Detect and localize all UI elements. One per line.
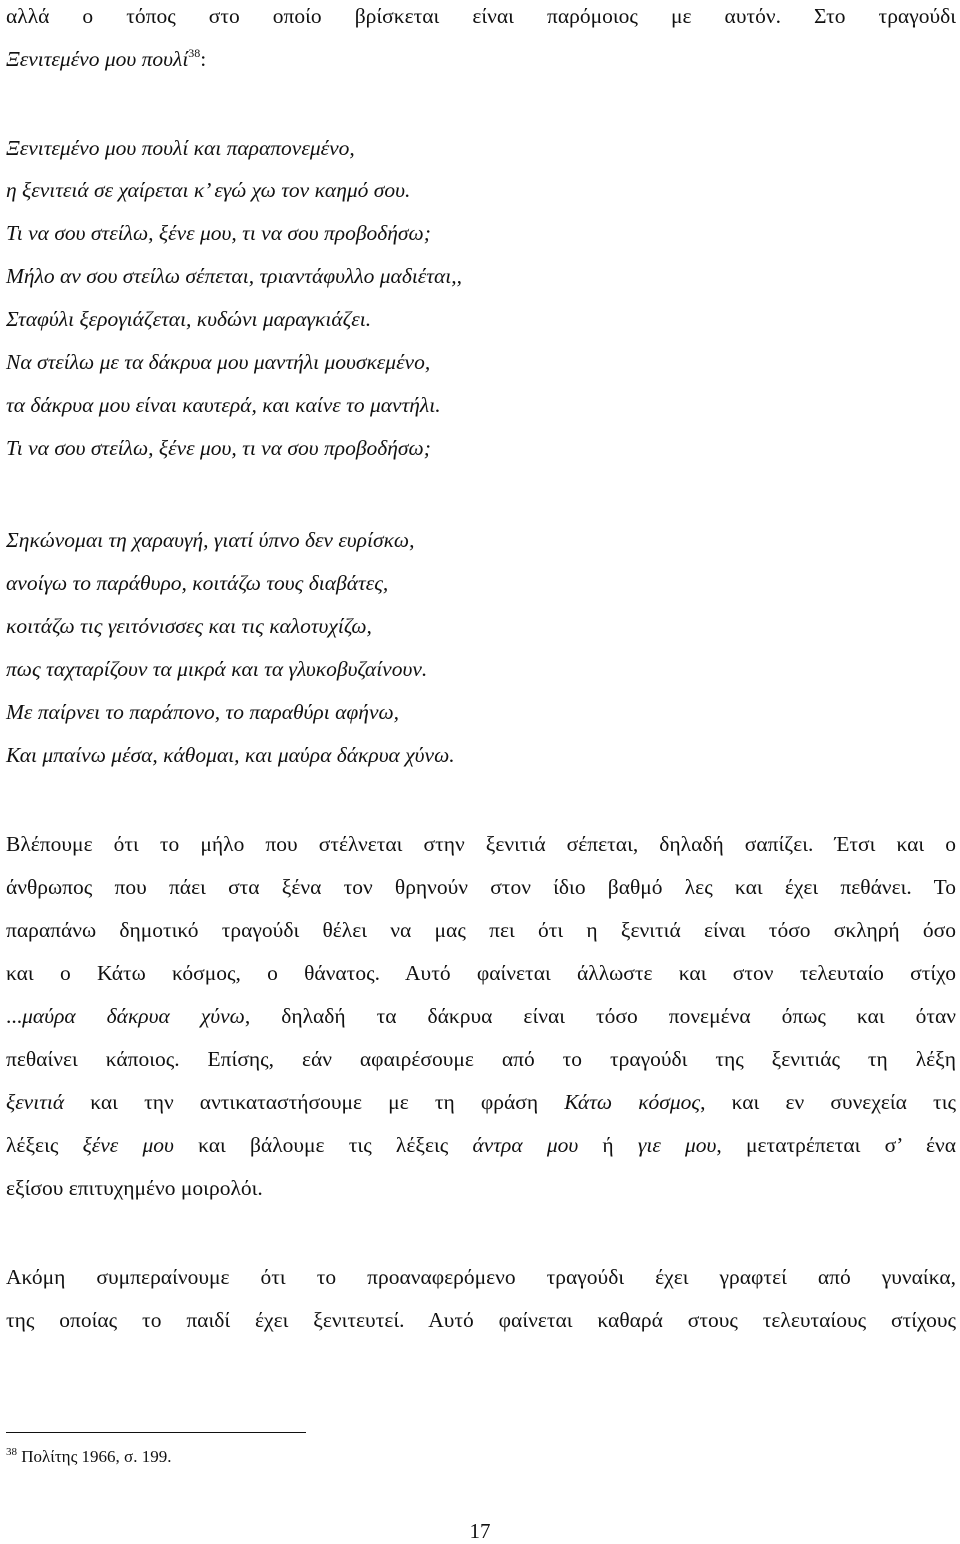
intro-text: αλλά ο τόπος στο οποίο βρίσκεται είναι παρόμοιος με αυτόν. Στο τραγούδι — [6, 4, 956, 28]
paragraph-line — [6, 1046, 956, 1072]
paragraph-text: άνθρωπος που πάει στα ξένα τον θρηνούν στον ίδιο βαθμό λες και έχει πεθάνει. Το — [6, 875, 956, 899]
footnote — [6, 1446, 171, 1468]
footnote-text: Πολίτης 1966, σ. 199. — [17, 1447, 172, 1466]
paragraph-line — [6, 831, 956, 857]
intro-colon: : — [200, 47, 207, 71]
paragraph-text: Ακόμη συμπεραίνουμε ότι το προαναφερόμενο τραγούδι έχει γραφτεί από γυναίκα, — [6, 1265, 956, 1289]
italic-term: Κάτω κόσμος — [564, 1090, 701, 1114]
paragraph-text: και την αντικαταστήσουμε με τη φράση — [64, 1090, 565, 1114]
ellipsis: ... — [6, 1004, 23, 1028]
intro-line-2 — [6, 46, 956, 72]
verse-line: Σταφύλι ξερογιάζεται, κυδώνι μαραγκιάζει. — [6, 307, 372, 331]
verse-line: η ξενιτειά σε χαίρεται κ’ εγώ χω τον καημό σου. — [6, 178, 411, 202]
paragraph-text: ή — [578, 1133, 638, 1157]
verse-line: Μήλο αν σου στείλω σέπεται, τριαντάφυλλο μαδιέται,, — [6, 264, 462, 288]
verse-line: πως ταχταρίζουν τα μικρά και τα γλυκοβυζαίνουν. — [6, 657, 428, 681]
paragraph-line — [6, 1089, 956, 1115]
paragraph-line — [6, 917, 956, 943]
song-title: Ξενιτεμένο μου πουλί — [6, 47, 189, 71]
verse-line: Τι να σου στείλω, ξένε μου, τι να σου προβοδήσω; — [6, 436, 431, 460]
paragraph-text: λέξεις — [6, 1133, 83, 1157]
verse-line: Με παίρνει το παράπονο, το παραθύρι αφήνω, — [6, 700, 400, 724]
paragraph-text: πεθαίνει κάποιος. Επίσης, εάν αφαιρέσουμε από το τραγούδι της ξενιτιάς τη λέξη — [6, 1047, 956, 1071]
italic-term: άντρα μου — [472, 1133, 579, 1157]
paragraph-line — [6, 1132, 956, 1158]
verse-line: Και μπαίνω μέσα, κάθομαι, και μαύρα δάκρυα χύνω. — [6, 743, 455, 767]
paragraph-text: , μετατρέπεται σ’ ένα — [716, 1133, 956, 1157]
paragraph-text: της οποίας το παιδί έχει ξενιτευτεί. Αυτό φαίνεται καθαρά στους τελευταίους στίχους — [6, 1308, 956, 1332]
verse-line: τα δάκρυα μου είναι καυτερά, και καίνε το μαντήλι. — [6, 393, 441, 417]
paragraph-line — [6, 1264, 956, 1290]
footnote-ref: 38 — [188, 46, 201, 60]
paragraph-line — [6, 1003, 956, 1029]
paragraph-text: Βλέπουμε ότι το μήλο που στέλνεται στην ξενιτιά σέπεται, δηλαδή σαπίζει. Έτσι και ο — [6, 832, 956, 856]
italic-term: ξενιτιά — [6, 1090, 65, 1114]
paragraph-line: εξίσου επιτυχημένο μοιρολόι. — [6, 1176, 263, 1200]
footnote-mark: 38 — [6, 1446, 17, 1458]
page-number: 17 — [469, 1519, 491, 1543]
verse-line: Σηκώνομαι τη χαραυγή, γιατί ύπνο δεν ευρίσκω, — [6, 528, 415, 552]
paragraph-line — [6, 1307, 956, 1333]
paragraph-text: παραπάνω δημοτικό τραγούδι θέλει να μας πει ότι η ξενιτιά είναι τόσο σκληρή όσο — [6, 918, 956, 942]
paragraph-text: , και εν συνεχεία τις — [700, 1090, 956, 1114]
verse-line: ανοίγω το παράθυρο, κοιτάζω τους διαβάτες, — [6, 571, 389, 595]
italic-term: γιε μου — [637, 1133, 717, 1157]
paragraph-text: , δηλαδή τα δάκρυα είναι τόσο πονεμένα όπως και όταν — [244, 1004, 956, 1028]
italic-term: ξένε μου — [82, 1133, 174, 1157]
paragraph-line — [6, 960, 956, 986]
paragraph-line — [6, 874, 956, 900]
verse-line: Τι να σου στείλω, ξένε μου, τι να σου προβοδήσω; — [6, 221, 431, 245]
paragraph-text: και ο Κάτω κόσμος, ο θάνατος. Αυτό φαίνεται άλλωστε και στον τελευταίο στίχο — [6, 961, 956, 985]
footnote-separator — [6, 1432, 306, 1433]
verse-line: κοιτάζω τις γειτόνισσες και τις καλοτυχίζω, — [6, 614, 372, 638]
quoted-verse: μαύρα δάκρυα χύνω — [22, 1004, 245, 1028]
verse-line: Ξενιτεμένο μου πουλί και παραπονεμένο, — [6, 136, 355, 160]
paragraph-text: και βάλουμε τις λέξεις — [173, 1133, 473, 1157]
intro-line-1 — [6, 3, 956, 29]
verse-line: Να στείλω με τα δάκρυα μου μαντήλι μουσκεμένο, — [6, 350, 431, 374]
